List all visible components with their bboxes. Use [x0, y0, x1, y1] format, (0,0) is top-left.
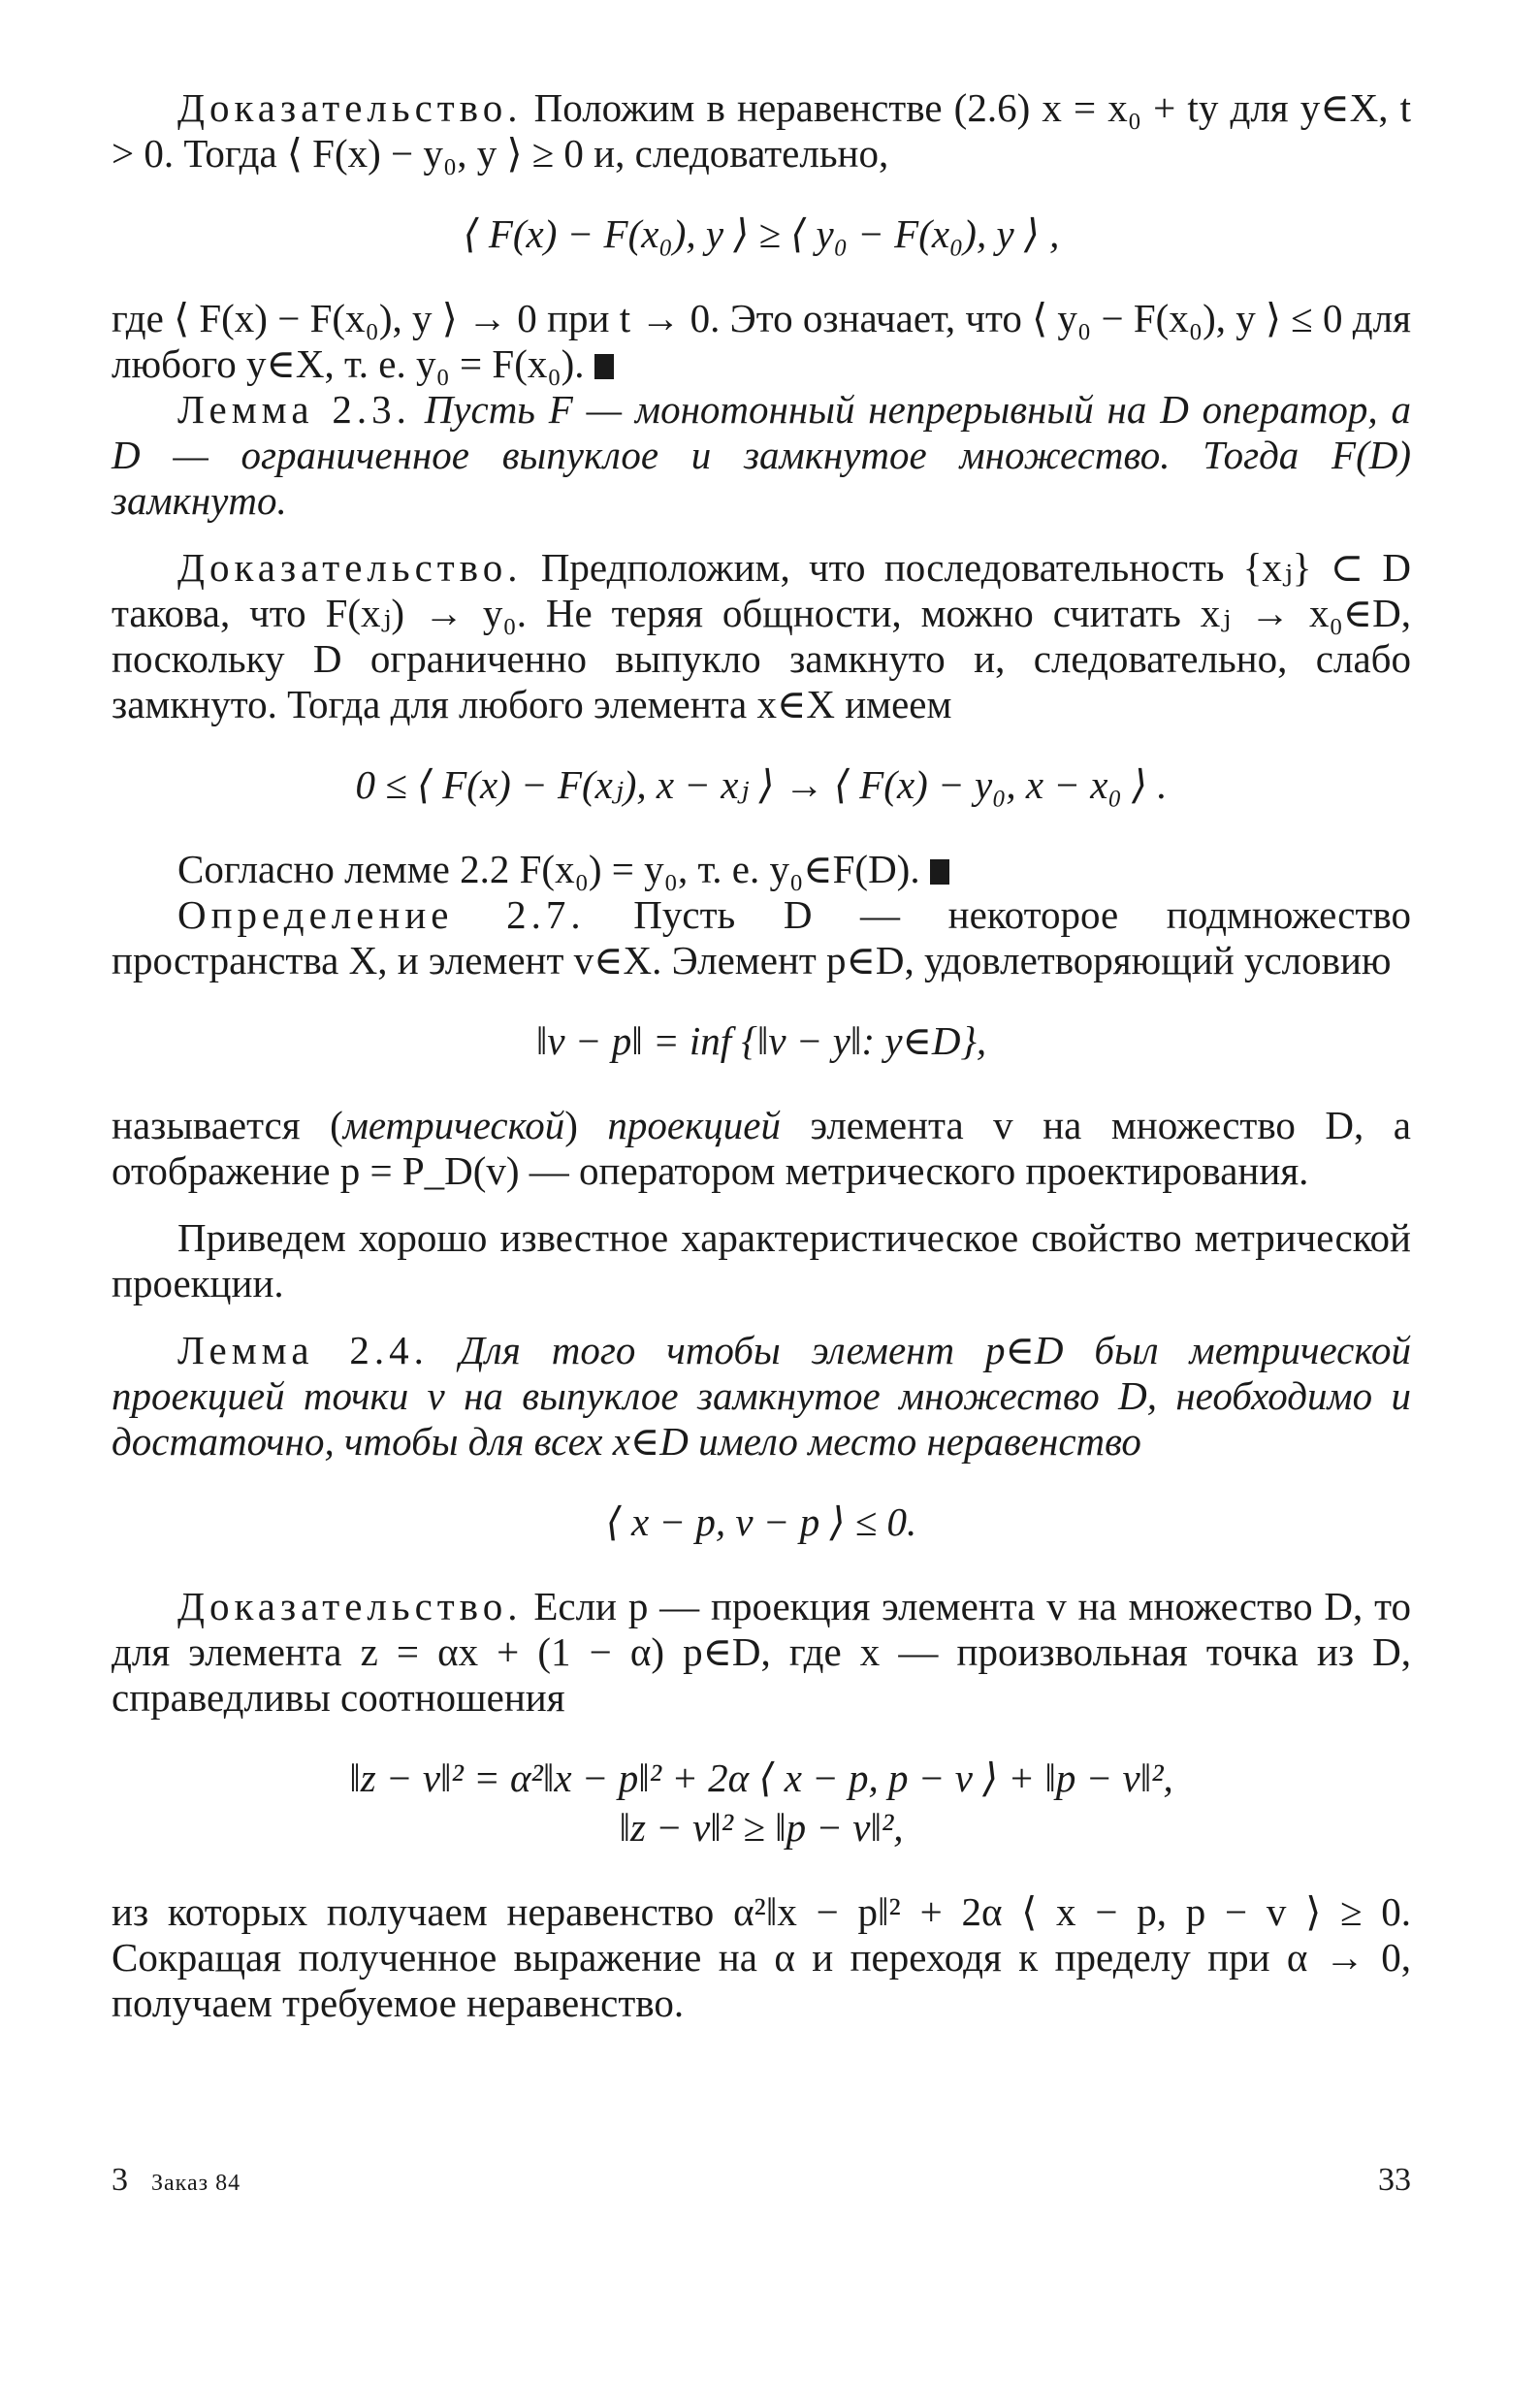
formula-5b: ‖z − v‖² ≥ ‖p − v‖², — [619, 1805, 904, 1850]
proof-text: Предположим, что последовательность {xⱼ} ⊂ D такова, что F(xⱼ) → y₀. Не теряя общности, можно считать xⱼ → x₀∈D, поскольку D ограниченно выпукло замкнуто и, следовательно, слабо замкнуто. Тогда для любого элемента x∈X имеем — [112, 545, 1411, 726]
formula-4: ⟨ x − p, v − p ⟩ ≤ 0. — [605, 1499, 917, 1544]
formula-1: ⟨ F(x) − F(x₀), y ⟩ ≥ ⟨ y₀ − F(x₀), y ⟩ , — [463, 211, 1060, 256]
definition-end-text: называется ( — [112, 1103, 343, 1147]
lemma-2-3 — [112, 387, 1411, 524]
proof-paragraph-3 — [112, 1584, 1411, 1721]
term-metric: метрической — [342, 1103, 565, 1147]
sheet-number: 3 — [112, 2162, 128, 2198]
order-number: Заказ 84 — [151, 2171, 241, 2196]
proof-label: Доказательство. — [177, 545, 523, 590]
lemma-2-4 — [112, 1328, 1411, 1465]
formula-2: 0 ≤ ⟨ F(x) − F(xⱼ), x − xⱼ ⟩ → ⟨ F(x) − y₀, x − x₀ ⟩ . — [355, 762, 1168, 807]
definition-2-7-end — [112, 1103, 1411, 1194]
qed-icon — [930, 859, 949, 885]
proof-text: Положим в неравенстве (2.6) x = x₀ + ty для y∈X, t > 0. Тогда ⟨ F(x) − y₀, y ⟩ ≥ 0 и, следовательно, — [112, 85, 1412, 176]
lemma-label: Лемма 2.3. — [177, 387, 411, 432]
qed-icon — [594, 354, 614, 379]
formula-3: ‖v − p‖ = inf {‖v − y‖: y∈D}, — [535, 1018, 987, 1063]
proof-text: Если p — проекция элемента v на множество D, то для элемента z = αx + (1 − α) p∈D, где x — произвольная точка из D, справедливы соотношения — [112, 1584, 1411, 1720]
formula-5a: ‖z − v‖² = α²‖x − p‖² + 2α ⟨ x − p, p − v ⟩ + ‖p − v‖², — [349, 1756, 1173, 1800]
proof-1-conclusion-text: где ⟨ F(x) − F(x₀), y ⟩ → 0 при t → 0. Это означает, что ⟨ y₀ − F(x₀), y ⟩ ≤ 0 для любого y∈X, т. е. y₀ = F(x₀). — [112, 296, 1411, 386]
lemma-statement: Для того чтобы элемент p∈D был метрической проекцией точки v на выпуклое замкнутое множество D, необходимо и достаточно, чтобы для всех x∈D имело место неравенство — [112, 1328, 1411, 1464]
proof-paragraph-1 — [112, 85, 1411, 177]
page-body — [112, 85, 1411, 2026]
proof-label: Доказательство. — [177, 1584, 523, 1628]
proof-3-conclusion: из которых получаем неравенство α²‖x − p‖² + 2α ⟨ x − p, p − v ⟩ ≥ 0. Сокращая полученное выражение на α и переходя к пределу при α → 0, получаем требуемое неравенство. — [112, 1889, 1411, 2025]
proof-1-conclusion — [112, 296, 1411, 387]
definition-text: Пусть D — некоторое подмножество пространства X, и элемент v∈X. Элемент p∈D, удовлетворяющий условию — [112, 892, 1411, 983]
signature-mark — [112, 2161, 241, 2203]
proof-2-conclusion-text: Согласно лемме 2.2 F(x₀) = y₀, т. е. y₀∈F(D). — [177, 847, 920, 891]
lemma-label: Лемма 2.4. — [177, 1328, 429, 1372]
proof-2-conclusion — [112, 847, 1411, 892]
page-number: 33 — [1378, 2162, 1411, 2198]
definition-end-text: ) — [564, 1103, 608, 1147]
lemma-statement: Пусть F — монотонный непрерывный на D оператор, а D — ограниченное выпуклое и замкнутое множество. Тогда F(D) замкнуто. — [112, 387, 1411, 523]
term-projection: проекцией — [607, 1103, 781, 1147]
proof-label: Доказательство. — [177, 85, 523, 130]
proof-paragraph-2 — [112, 545, 1411, 727]
definition-end-text: элемента v на множество D, а отображение p = P_D(v) — оператором метрического проектирования. — [112, 1103, 1411, 1193]
definition-2-7 — [112, 892, 1411, 983]
definition-label: Определение 2.7. — [177, 892, 586, 937]
intro-paragraph: Приведем хорошо известное характеристическое свойство метрической проекции. — [112, 1215, 1411, 1305]
